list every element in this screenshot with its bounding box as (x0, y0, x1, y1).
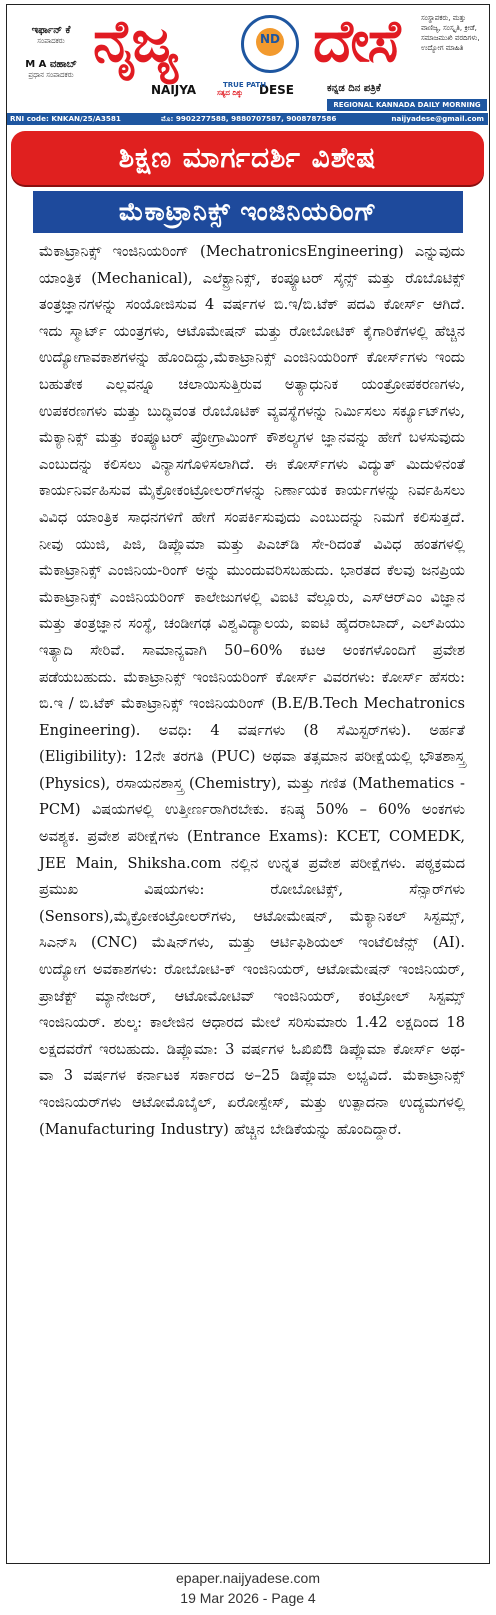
logo-text: ND (259, 32, 280, 46)
footer-date-page: 19 Mar 2026 - Page 4 (180, 1590, 316, 1606)
footer-site[interactable]: epaper.naijyadese.com (176, 1570, 320, 1586)
rni-code: RNI code: KNKAN/25/A3581 (10, 114, 121, 123)
article-body: ಮೆಕಾಟ್ರಾನಿಕ್ಸ್ ಇಂಜಿನಿಯರಿಂಗ್ (MechatronicsEngineering) ಎನ್ನುವುದು ಯಾಂತ್ರಿಕ (Mechanical), ಎಲೆಕ್ಟ್ರಾನಿಕ್ಸ್, ಕಂಪ್ಯೂಟರ್ ಸೈನ್ಸ್ ಮತ್ತು ರೊಬೊಟಿಕ್ಸ್ ತಂತ್ರಜ್ಞಾನಗಳನ್ನು ಸಂಯೋಜಿಸುವ 4 ವರ್ಷಗಳ ಬಿ.ಇ/ಬಿ.ಟೆಕ್ ಪದವಿ ಕೋರ್ಸ್ ಆಗಿದೆ. ಇದು ಸ್ಮಾರ್ಟ್ ಯಂತ್ರಗಳು, ಆಟೊಮೇಷನ್ ಮತ್ತು ರೋಬೋಟಿಕ್ ಕೈಗಾರಿಕೆಗಳಲ್ಲಿ ಹೆಚ್ಚಿನ ಉದ್ಯೋಗಾವಕಾಶಗಳನ್ನು ಹೊಂದಿದ್ದು,ಮೆಕಾಟ್ರಾನಿಕ್ಸ್ ಎಂಜಿನಿಯರಿಂಗ್ ಕೋರ್ಸ್‌ಗಳು ಇಂದು ಬಹುತೇಕ ಎಲ್ಲವನ್ನೂ ಚಲಾಯಿಸುತ್ತಿರುವ ಅತ್ಯಾಧುನಿಕ ಯಂತ್ರೋಪಕರಣಗಳು, ಉಪಕರಣಗಳು ಮತ್ತು ಬುದ್ಧಿವಂತ ರೊಬೊಟಿಕ್ ವ್ಯವಸ್ಥೆಗಳನ್ನು ನಿರ್ಮಿಸಲು ಸರ್ಕ್ಯೂಟ್‌ಗಳು, ಮೆಕ್ಯಾನಿಕ್ಸ್ ಮತ್ತು ಕಂಪ್ಯೂಟರ್ ಪ್ರೋಗ್ರಾಮಿಂಗ್ ಕೌಶಲ್ಯಗಳ ಜ್ಞಾನವನ್ನು ಹೇಗೆ ಬಳಸುವುದು ಎಂಬುದನ್ನು ಕಲಿಸಲು ವಿನ್ಯಾಸಗೊಳಿಸಲಾಗಿದೆ. ಈ ಕೋರ್ಸ್‌ಗಳು ವಿದ್ಯುತ್ ಮಿದುಳಿನಂತೆ ಕಾರ್ಯನಿರ್ವಹಿಸುವ ಮೈಕ್ರೋಕಂಟ್ರೋಲರ್‌ಗಳನ್ನು ನಿರ್ಣಾಯಕ ಕಾರ್ಯಗಳನ್ನು ನಿರ್ವಹಿಸಲು ವಿವಿಧ ಯಾಂತ್ರಿಕ ಸಾಧನಗಳಿಗೆ ಹೇಗೆ ಸಂಪರ್ಕಿಸುವುದು ಎಂಬುದನ್ನು ನಿಮಗೆ ಕಲಿಸುತ್ತದೆ. ನೀವು ಯುಜಿ, ಪಿಜಿ, ಡಿಪ್ಲೊಮಾ ಮತ್ತು ಪಿಎಚ್‌ಡಿ ಸೇ-ರಿದಂತೆ ವಿವಿಧ ಹಂತಗಳಲ್ಲಿ ಮೆಕಾಟ್ರಾನಿಕ್ಸ್ ಎಂಜಿನಿಯ-ರಿಂಗ್ ಅನ್ನು ಮುಂದುವರಿಸಬಹುದು. ಭಾರತದ ಕೆಲವು ಜನಪ್ರಿಯ ಮೆಕಾಟ್ರಾನಿಕ್ಸ್ ಎಂಜಿನಿಯರಿಂಗ್ ಕಾಲೇಜುಗಳಲ್ಲಿ ವಿಐಟಿ ವೆಲ್ಲೂರು, ಎಸ್‌ಆರ್‌ಎಂ ವಿಜ್ಞಾನ ಮತ್ತು ತಂತ್ರಜ್ಞಾನ ಸಂಸ್ಥೆ, ಚಂಡೀಗಢ ವಿಶ್ವವಿದ್ಯಾಲಯ, ಐಐಟಿ ಹೈದರಾಬಾದ್, ಎಲ್‌ಪಿಯು ಇತ್ಯಾದಿ ಸೇರಿವೆ. ಸಾಮಾನ್ಯವಾಗಿ 50–60% ಕಟಆ ಅಂಕಗಳೊಂದಿಗೆ ಪ್ರವೇಶ ಪಡೆಯಬಹುದು. ಮೆಕಾಟ್ರಾನಿಕ್ಸ್ ಇಂಜಿನಿಯರಿಂಗ್ ಕೋರ್ಸ್ ವಿವರಗಳು: ಕೋರ್ಸ್ ಹೆಸರು: ಬಿ.ಇ / ಬಿ.ಟೆಕ್ ಮೆಕಾಟ್ರಾನಿಕ್ಸ್ ಇಂಜಿನಿಯರಿಂಗ್ (B.E/B.Tech Mechatronics Engineering). ಅವಧಿ: 4 ವರ್ಷಗಳು (8 ಸೆಮಿಸ್ಟರ್‌ಗಳು). ಅರ್ಹತೆ (Eligibility): 12ನೇ ತರಗತಿ (PUC) ಅಥವಾ ತತ್ಸಮಾನ ಪರೀಕ್ಷೆಯಲ್ಲಿ ಭೌತಶಾಸ್ತ್ರ (Physics), ರಸಾಯನಶಾಸ್ತ್ರ (Chemistry), ಮತ್ತು ಗಣಿತ (Mathematics - PCM) ವಿಷಯಗಳಲ್ಲಿ ಉತ್ತೀರ್ಣರಾಗಿರಬೇಕು. ಕನಿಷ್ಠ 50% – 60% ಅಂಕಗಳು ಅವಶ್ಯಕ. ಪ್ರವೇಶ ಪರೀಕ್ಷೆಗಳು (Entrance Exams): KCET, COMEDK, JEE Main, Shiksha.com ನಲ್ಲಿನ ಉನ್ನತ ಪ್ರವೇಶ ಪರೀಕ್ಷೆಗಳು. ಪಠ್ಯಕ್ರಮದ ಪ್ರಮುಖ ವಿಷಯಗಳು: ರೋಬೋಟಿಕ್ಸ್, ಸೆನ್ಸಾರ್‌ಗಳು (Sensors),ಮೈಕ್ರೋಕಂಟ್ರೋಲರ್‌ಗಳು, ಆಟೋಮೇಷನ್, ಮೆಕ್ಯಾನಿಕಲ್ ಸಿಸ್ಟಮ್ಸ್, ಸಿಎನ್‌ಸಿ (CNC) ಮೆಷಿನ್‌ಗಳು, ಮತ್ತು ಆರ್ಟಿಫಿಶಿಯಲ್ ಇಂಟೆಲಿಜೆನ್ಸ್ (AI). ಉದ್ಯೋಗ ಅವಕಾಶಗಳು: ರೋಬೋಟಿ-ಕ್ ಇಂಜಿನಿಯರ್, ಆಟೋಮೇಷನ್ ಇಂಜಿನಿಯರ್, ಪ್ರಾಜೆಕ್ಟ್ ಮ್ಯಾನೇಜರ್, ಆಟೋಮೋಟಿವ್ ಇಂಜಿನಿಯರ್, ಕಂಟ್ರೋಲ್ ಸಿಸ್ಟಮ್ಸ್ ಇಂಜಿನಿಯರ್. ಶುಲ್ಕ: ಕಾಲೇಜಿನ ಆಧಾರದ ಮೇಲೆ ಸರಿಸುಮಾರು 1.42 ಲಕ್ಷದಿಂದ 18 ಲಕ್ಷದವರೆಗೆ ಇರಬಹುದು. ಡಿಪ್ಲೊಮಾ: 3 ವರ್ಷಗಳ ಓಖಿಖಿಔ ಡಿಪ್ಲೊಮಾ ಕೋರ್ಸ್ ಅಥ-ವಾ 3 ವರ್ಷಗಳ ಕರ್ನಾಟಕ ಸರ್ಕಾರದ ಅ–25 ಡಿಪ್ಲೊಮಾ ಲಭ್ಯವಿದೆ. ಮೆಕಾಟ್ರಾನಿಕ್ಸ್ ಇಂಜಿನಿಯರ್‌ಗಳು ಆಟೋಮೊಬೈಲ್, ಏರೋಸ್ಪೇಸ್, ಮತ್ತು ಉತ್ಪಾದನಾ ಉದ್ಯಮಗಳಲ್ಲಿ (Manufacturing Industry) ಹೆಚ್ಚಿನ ಬೇಡಿಕೆಯನ್ನು ಹೊಂದಿದ್ದಾರೆ. (39, 243, 465, 1138)
masthead-title-right: ದೇಸೆ (313, 7, 399, 75)
masthead-topics: ಸಂಸ್ಥಾಪಕರು, ಮತ್ತು ವಾಣಿಜ್ಯ, ಸಂಸ್ಕೃತಿ, ಕ್ರೀಡೆ, ಸಮಾಜಮುಖಿ ವರದಿಗಳು, ಉದ್ಯೋಗ ಮಾಹಿತಿ (421, 14, 480, 52)
editor-role: ಸಂಪಾದಕರು (37, 37, 65, 45)
page-footer (0, 1568, 496, 1608)
chief-editor-name: M A ವಹಾಬ್ (25, 59, 77, 70)
masthead-title-left: ನೈಜ್ಯ (93, 7, 177, 75)
newspaper-logo-icon (241, 15, 299, 73)
info-bar (7, 113, 488, 125)
regional-label: REGIONAL KANNADA DAILY MORNING (327, 99, 487, 111)
masthead-latin-right: DESE (259, 83, 294, 97)
phone-numbers: ಮೊ: 9902277588, 9880707587, 9008787586 (161, 114, 337, 123)
editor-name: ಇರ್ಫಾನ್ ಕೆ (31, 25, 71, 36)
article-headline: ಮೆಕಾಟ್ರಾನಿಕ್ಸ್ ಇಂಜಿನಿಯರಿಂಗ್ (33, 191, 463, 233)
masthead (7, 5, 488, 113)
chief-editor-role: ಪ್ರಧಾನ ಸಂಪಾದಕರು (28, 71, 74, 79)
masthead-subtitle: ಕನ್ನಡ ದಿನ ಪತ್ರಿಕೆ (327, 83, 381, 94)
logo-tagline: TRUE PATH (223, 81, 267, 89)
masthead-latin-left: NAIJYA (151, 83, 197, 97)
newspaper-page (6, 4, 490, 1564)
section-banner: ಶಿಕ್ಷಣ ಮಾರ್ಗದರ್ಶಿ ವಿಶೇಷ (11, 131, 484, 185)
email-address: naijyadese@gmail.com (391, 114, 484, 123)
editor-box (9, 25, 93, 81)
masthead-tagline: ಸತ್ಯದ ದಿಕ್ಕು (217, 89, 243, 97)
